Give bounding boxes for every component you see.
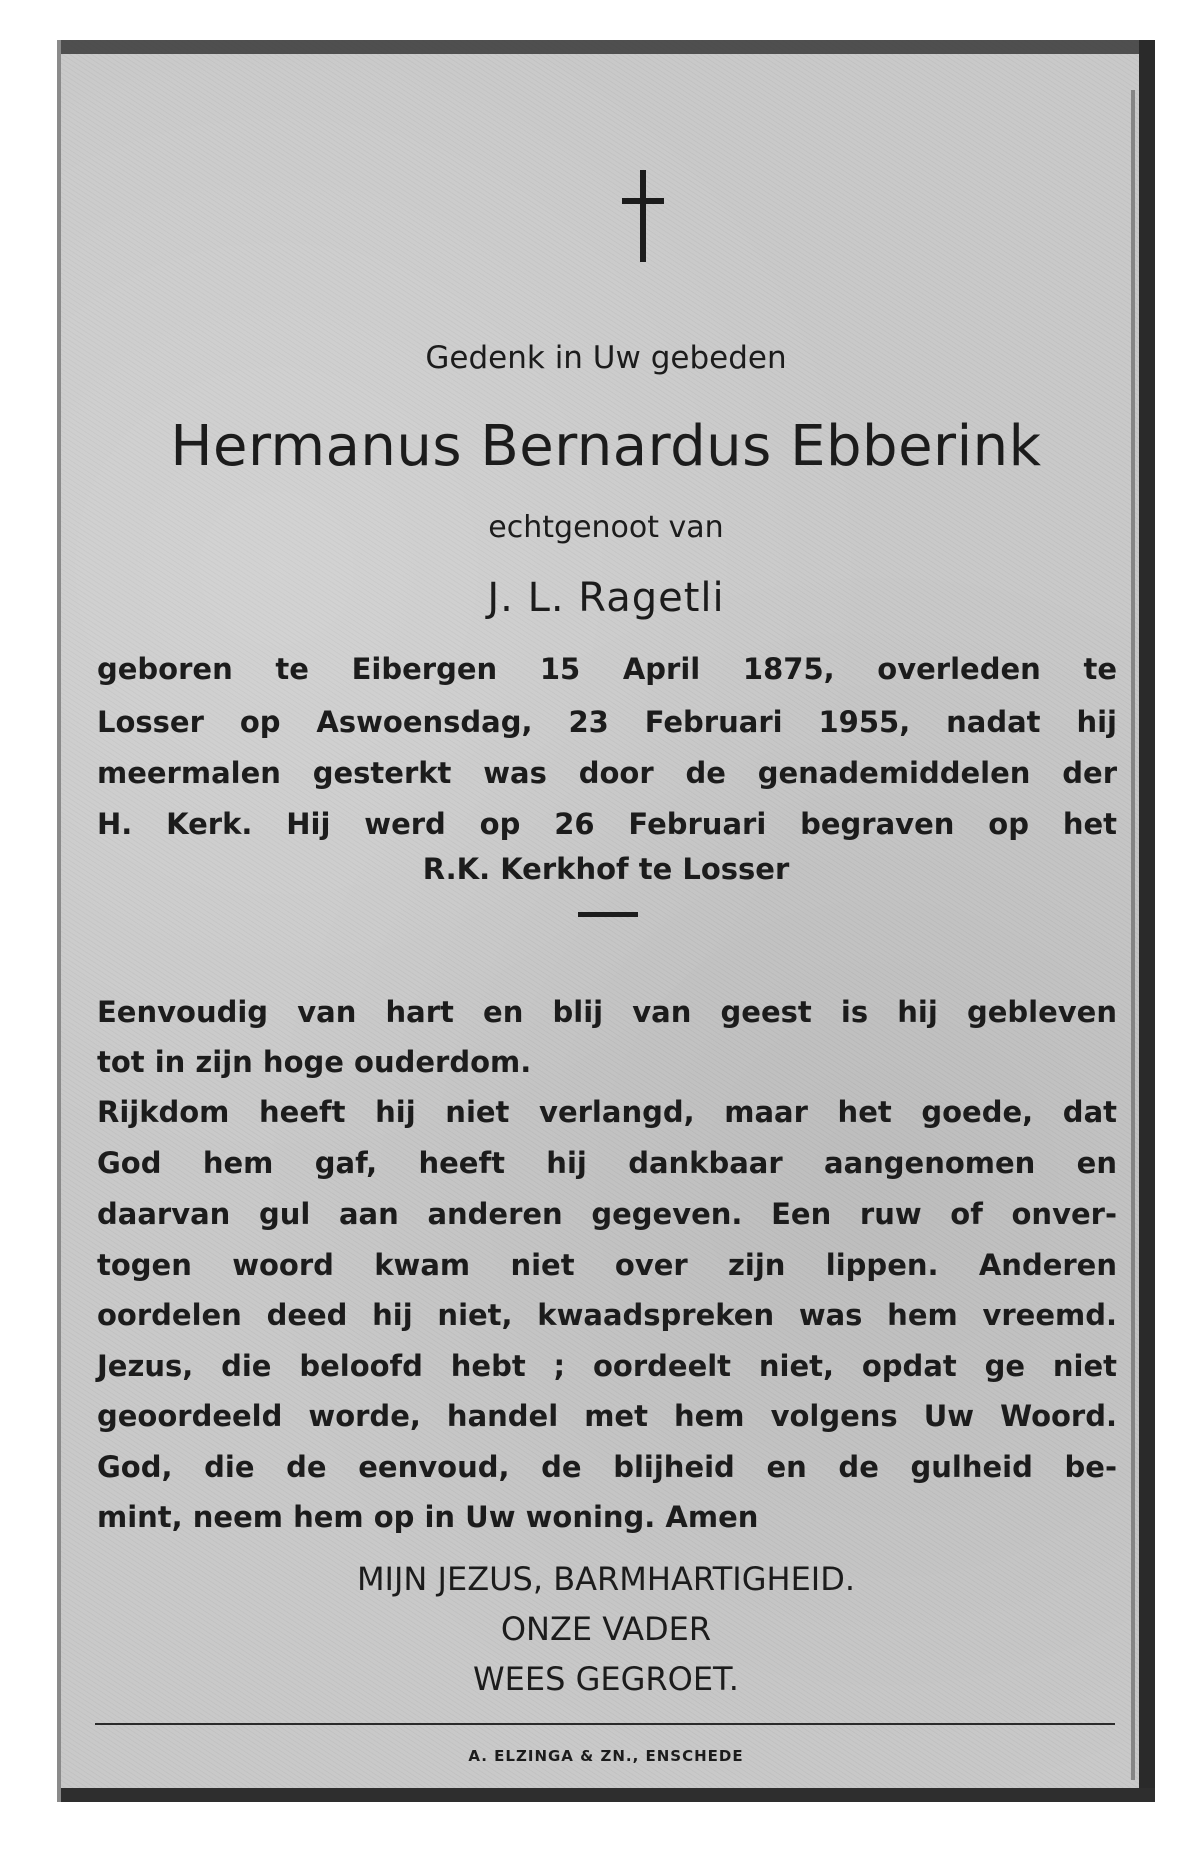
footer-rule xyxy=(95,1723,1115,1725)
tribute-line: mint, neem hem op in Uw woning. Amen xyxy=(97,1500,759,1534)
tribute-line: God hem gaf, heeft hij dankbaar aangenomen en xyxy=(97,1146,1117,1180)
tribute-line: God, die de eenvoud, de blijheid en de gulheid be- xyxy=(97,1450,1117,1484)
tribute-line: Rijkdom heeft hij niet verlangd, maar het goede, dat xyxy=(97,1095,1117,1129)
tribute-line: oordelen deed hij niet, kwaadspreken was hem vreemd. xyxy=(97,1298,1117,1332)
card-edge-bottom xyxy=(57,1788,1155,1802)
bio-line: meermalen gesterkt was door de genademiddelen der xyxy=(97,756,1117,790)
cross-icon xyxy=(622,170,664,262)
tribute-line: geoordeeld worde, handel met hem volgens Uw Woord. xyxy=(97,1399,1117,1433)
section-divider xyxy=(578,912,638,917)
tribute-line: Jezus, die beloofd hebt ; oordeelt niet, opdat ge niet xyxy=(97,1349,1117,1383)
memorial-card xyxy=(57,40,1155,1802)
tribute-line: tot in zijn hoge ouderdom. xyxy=(97,1045,532,1079)
prayer-line: WEES GEGROET. xyxy=(473,1660,739,1698)
invocation-text: Gedenk in Uw gebeden xyxy=(425,340,787,376)
printer-credit: A. ELZINGA & ZN., ENSCHEDE xyxy=(468,1747,744,1765)
prayer-line: MIJN JEZUS, BARMHARTIGHEID. xyxy=(356,1560,856,1598)
deceased-name: Hermanus Bernardus Ebberink xyxy=(170,414,1042,479)
tribute-line: daarvan gul aan anderen gegeven. Een ruw of onver- xyxy=(97,1197,1117,1231)
bio-last-line: R.K. Kerkhof te Losser xyxy=(422,852,790,886)
card-edge-right xyxy=(1139,40,1155,1802)
tribute-line: Eenvoudig van hart en blij van geest is hij gebleven xyxy=(97,995,1117,1029)
card-edge-left xyxy=(57,40,61,1802)
relation-text: echtgenoot van xyxy=(488,510,724,545)
tribute-line: togen woord kwam niet over zijn lippen. Anderen xyxy=(97,1248,1117,1282)
bio-line: geboren te Eibergen 15 April 1875, overleden te xyxy=(97,652,1117,686)
card-edge-top xyxy=(57,40,1155,54)
bio-line: Losser op Aswoensdag, 23 Februari 1955, nadat hij xyxy=(97,705,1117,739)
spouse-name: J. L. Ragetli xyxy=(487,575,725,621)
bio-line: H. Kerk. Hij werd op 26 Februari begraven op het xyxy=(97,807,1117,841)
prayer-line: ONZE VADER xyxy=(500,1610,712,1648)
